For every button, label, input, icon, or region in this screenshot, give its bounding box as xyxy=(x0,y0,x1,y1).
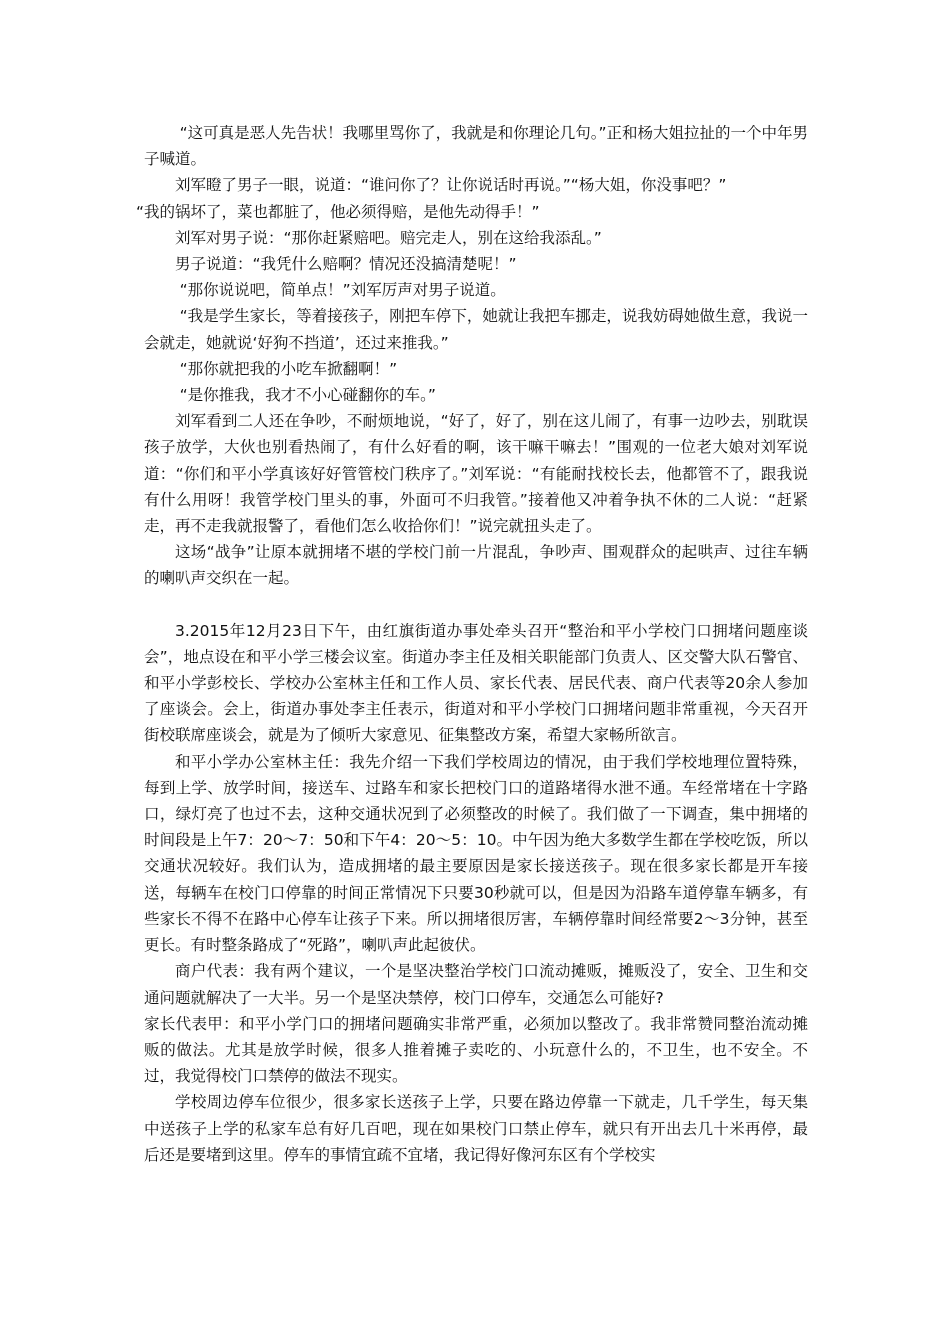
paragraph-4: 刘军对男子说：“那你赶紧赔吧。赔完走人，别在这给我添乱。” xyxy=(175,228,602,247)
paragraph-8: “那你就把我的小吃车掀翻啊！” xyxy=(179,359,398,378)
paragraph-11: 这场“战争”让原本就拥堵不堪的学校门前一片混乱，争吵声、围观群众的起哄声、过往车辆的喇叭声交织在一起。 xyxy=(144,543,808,588)
paragraph-15: 家长代表甲：和平小学门口的拥堵问题确实非常严重，必须加以整改了。我非常赞同整治流动摊贩的做法。尤其是放学时候，很多人推着摊子卖吃的、小玩意什么的，不卫生，也不安全。不过，我觉得校门口禁停的做法不现实。 xyxy=(144,1014,808,1086)
paragraph-14: 商户代表：我有两个建议，一个是坚决整治学校门口流动摊贩，摊贩没了，安全、卫生和交通问题就解决了一大半。另一个是坚决禁停，校门口停车，交通怎么可能好? xyxy=(144,962,808,1007)
paragraph-1: “这可真是恶人先告状！我哪里骂你了，我就是和你理论几句。”正和杨大姐拉扯的一个中年男子喊道。 xyxy=(144,124,808,169)
paragraph-5: 男子说道：“我凭什么赔啊？情况还没搞清楚呢！” xyxy=(175,255,517,274)
paragraph-9: “是你推我，我才不小心碰翻你的车。” xyxy=(179,386,436,405)
paragraph-13: 和平小学办公室林主任：我先介绍一下我们学校周边的情况，由于我们学校地理位置特殊，每到上学、放学时间，接送车、过路车和家长把校门口的道路堵得水泄不通。车经常堵在十字路口，绿灯亮了也过不去，这种交通状况到了必须整改的时候了。我们做了一下调查，集中拥堵的时间段是上午7：20～7：50和下午4：20～5：10。中午因为绝大多数学生都在学校吃饭，所以交通状况较好。我们认为，造成拥堵的最主要原因是家长接送孩子。现在很多家长都是开车接送，每辆车在校门口停靠的时间正常情况下只要30秒就可以，但是因为沿路车道停靠车辆多，有些家长不得不在路中心停车让孩子下来。所以拥堵很厉害，车辆停靠时间经常要2～3分钟，甚至更长。有时整条路成了“死路”，喇叭声此起彼伏。 xyxy=(144,752,808,955)
paragraph-12: 3.2015年12月23日下午，由红旗街道办事处牵头召开“整治和平小学校门口拥堵问题座谈会”，地点设在和平小学三楼会议室。街道办李主任及相关职能部门负责人、区交警大队石警官、和平小学彭校长、学校办公室林主任和工作人员、家长代表、居民代表、商户代表等20余人参加了座谈会。会上，街道办事处李主任表示，街道对和平小学校门口拥堵问题非常重视，今天召开街校联席座谈会，就是为了倾听大家意见、征集整改方案，希望大家畅所欲言。 xyxy=(144,621,808,745)
paragraph-3: “我的锅坏了，菜也都脏了，他必须得赔，是他先动得手！” xyxy=(136,202,540,221)
paragraph-10: 刘军看到二人还在争吵，不耐烦地说，“好了，好了，别在这儿闹了，有事一边吵去，别耽误孩子放学，大伙也别看热闹了，有什么好看的啊，该干嘛干嘛去！”围观的一位老大娘对刘军说道：“你们和平小学真该好好管管校门秩序了。”刘军说：“有能耐找校长去，他都管不了，跟我说有什么用呀！我管学校门里头的事，外面可不归我管。”接着他又冲着争执不休的二人说：“赶紧走，再不走我就报警了，看他们怎么收拾你们！”说完就扭头走了。 xyxy=(144,412,808,536)
paragraph-gap xyxy=(144,592,808,618)
paragraph-16: 学校周边停车位很少，很多家长送孩子上学，只要在路边停靠一下就走，几千学生，每天集中送孩子上学的私家车总有好几百吧，现在如果校门口禁止停车，就只有开出去几十米再停，最后还是要堵到这里。停车的事情宜疏不宜堵，我记得好像河东区有个学校实 xyxy=(144,1093,808,1164)
document-page xyxy=(136,120,808,1168)
paragraph-6: “那你说说吧，简单点！”刘军厉声对男子说道。 xyxy=(179,281,506,300)
paragraph-2: 刘军瞪了男子一眼，说道：“谁问你了？让你说话时再说。”“杨大姐，你没事吧？” xyxy=(175,176,727,195)
paragraph-7: “我是学生家长，等着接孩子，刚把车停下，她就让我把车挪走，说我妨碍她做生意，我说一会就走，她就说‘好狗不挡道’，还过来推我。” xyxy=(144,307,808,352)
